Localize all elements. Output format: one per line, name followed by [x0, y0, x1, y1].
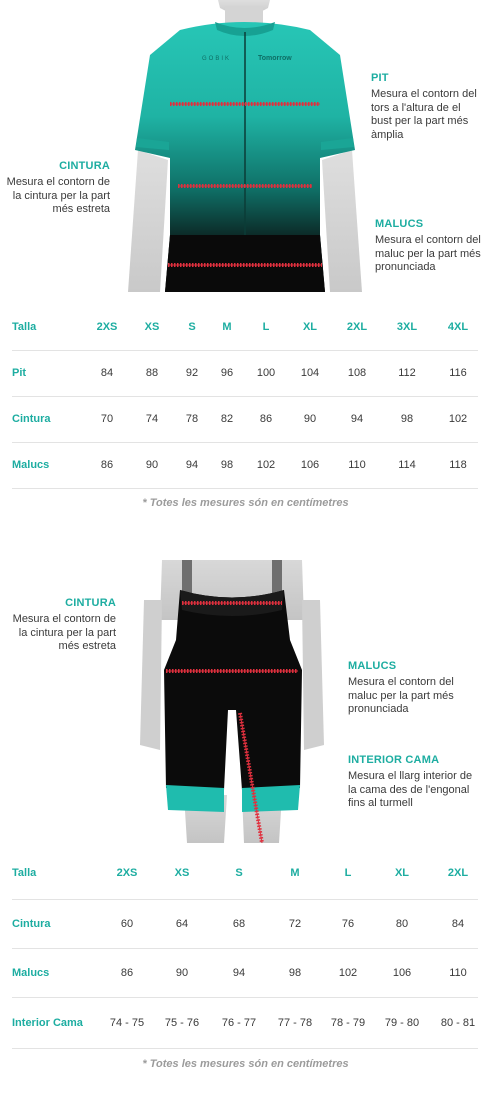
shorts-malucs-text: Mesura el contorn del maluc per la part més pronunciada [348, 676, 454, 715]
table-cell: 90 [175, 967, 189, 979]
shorts-cintura-callout [6, 597, 116, 654]
size-header: 4XL [447, 321, 469, 333]
table-cell: 76 [341, 918, 355, 930]
interior-cama-callout [348, 754, 483, 811]
table-cell: 70 [100, 413, 114, 425]
jersey-malucs-title: MALUCS [375, 218, 424, 230]
table-cell: 96 [220, 367, 234, 379]
table-cell: 76 - 77 [221, 1017, 257, 1029]
size-header: 2XL [346, 321, 368, 333]
table-cell: 60 [120, 918, 134, 930]
table-cell: 102 [256, 459, 276, 471]
size-header: 2XS [96, 321, 118, 333]
table-cell: 118 [449, 459, 467, 471]
table-cell: 98 [220, 459, 234, 471]
interior-cama-text: Mesura el llarg interior de la cama des de l'engonal fins al turmell [348, 770, 473, 809]
table-cell: 84 [451, 918, 465, 930]
table-cell: 86 [259, 413, 273, 425]
table-cell: 90 [303, 413, 317, 425]
table-row [12, 397, 478, 443]
jersey-malucs-callout [375, 218, 487, 275]
size-header: 2XL [447, 867, 469, 879]
jersey-pit-callout [371, 72, 483, 142]
shorts-size-table [12, 851, 478, 1049]
table-cell: 82 [220, 413, 234, 425]
shorts-figure [132, 560, 332, 843]
jersey-size-table [12, 305, 478, 489]
table-row [12, 351, 478, 397]
table-cell: 110 [449, 967, 467, 979]
table-cell: 94 [185, 459, 199, 471]
table-row [12, 998, 478, 1049]
table-cell: 116 [449, 367, 467, 379]
table-cell: 78 [185, 413, 199, 425]
jersey-cintura-text: Mesura el contorn de la cintura per la part més estreta [6, 176, 110, 215]
table-cell: 75 - 76 [164, 1017, 200, 1029]
table-header-row [12, 305, 478, 351]
size-header: M [222, 321, 232, 333]
table-row [12, 949, 478, 998]
table-cell: 86 [120, 967, 134, 979]
jersey-malucs-text: Mesura el contorn del maluc per la part més pronunciada [375, 234, 481, 273]
shorts-measurement-note: * Totes les mesures són en centímetres [142, 1058, 349, 1070]
size-header: 2XS [116, 867, 138, 879]
size-header: S [235, 867, 243, 879]
shorts-malucs-title: MALUCS [348, 660, 397, 672]
table-cell: 94 [350, 413, 364, 425]
size-header: 3XL [396, 321, 418, 333]
table-cell: 94 [232, 967, 246, 979]
table-cell: 80 - 81 [440, 1017, 476, 1029]
table-cell: 100 [256, 367, 276, 379]
table-cell: 64 [175, 918, 189, 930]
table-cell: 72 [288, 918, 302, 930]
table-cell: 98 [400, 413, 414, 425]
table-cell: 78 - 79 [330, 1017, 366, 1029]
table-cell: 98 [288, 967, 302, 979]
jersey-figure [120, 0, 370, 292]
jersey-cintura-title: CINTURA [59, 160, 110, 172]
size-header: XS [144, 321, 160, 333]
row-label-interior-cama: Interior Cama [12, 1017, 83, 1029]
size-header: L [262, 321, 270, 333]
table-cell: 102 [448, 413, 468, 425]
table-cell: 77 - 78 [277, 1017, 313, 1029]
table-cell: 88 [145, 367, 159, 379]
size-header: L [344, 867, 352, 879]
size-header: XL [394, 867, 410, 879]
table-cell: 110 [348, 459, 366, 471]
jersey-brand-left: GOBIK [202, 56, 232, 62]
row-label-cintura: Cintura [12, 918, 51, 930]
size-header: XL [302, 321, 318, 333]
table-header-label: Talla [12, 321, 37, 333]
size-header: XS [174, 867, 190, 879]
table-cell: 79 - 80 [384, 1017, 420, 1029]
shorts-cintura-title: CINTURA [65, 597, 116, 609]
jersey-pit-title: PIT [371, 72, 389, 84]
table-cell: 102 [338, 967, 358, 979]
table-header-label: Talla [12, 867, 37, 879]
table-cell: 114 [398, 459, 416, 471]
row-label-malucs: Malucs [12, 459, 50, 471]
table-cell: 108 [347, 367, 367, 379]
jersey-pit-text: Mesura el contorn del tors a l'altura de el bust per la part més àmplia [371, 88, 477, 141]
shorts-malucs-callout [348, 660, 458, 717]
row-label-pit: Pit [12, 367, 27, 379]
table-cell: 106 [392, 967, 412, 979]
table-header-row [12, 851, 478, 900]
table-row [12, 900, 478, 949]
table-cell: 68 [232, 918, 246, 930]
size-header: M [290, 867, 300, 879]
shorts-cintura-text: Mesura el contorn de la cintura per la part més estreta [12, 613, 116, 652]
table-cell: 112 [398, 367, 416, 379]
interior-cama-title: INTERIOR CAMA [348, 754, 440, 766]
row-label-malucs: Malucs [12, 967, 50, 979]
table-cell: 84 [100, 367, 114, 379]
table-cell: 74 - 75 [109, 1017, 145, 1029]
table-row [12, 443, 478, 489]
table-cell: 80 [395, 918, 409, 930]
table-cell: 90 [145, 459, 159, 471]
row-label-cintura: Cintura [12, 413, 51, 425]
jersey-measurement-note: * Totes les mesures són en centímetres [142, 497, 349, 509]
table-cell: 106 [300, 459, 320, 471]
table-cell: 92 [185, 367, 199, 379]
size-header: S [188, 321, 196, 333]
jersey-cintura-callout [4, 160, 110, 217]
jersey-brand-right: Tomorrow [258, 55, 292, 62]
table-cell: 74 [145, 413, 159, 425]
table-cell: 104 [300, 367, 320, 379]
table-cell: 86 [100, 459, 114, 471]
